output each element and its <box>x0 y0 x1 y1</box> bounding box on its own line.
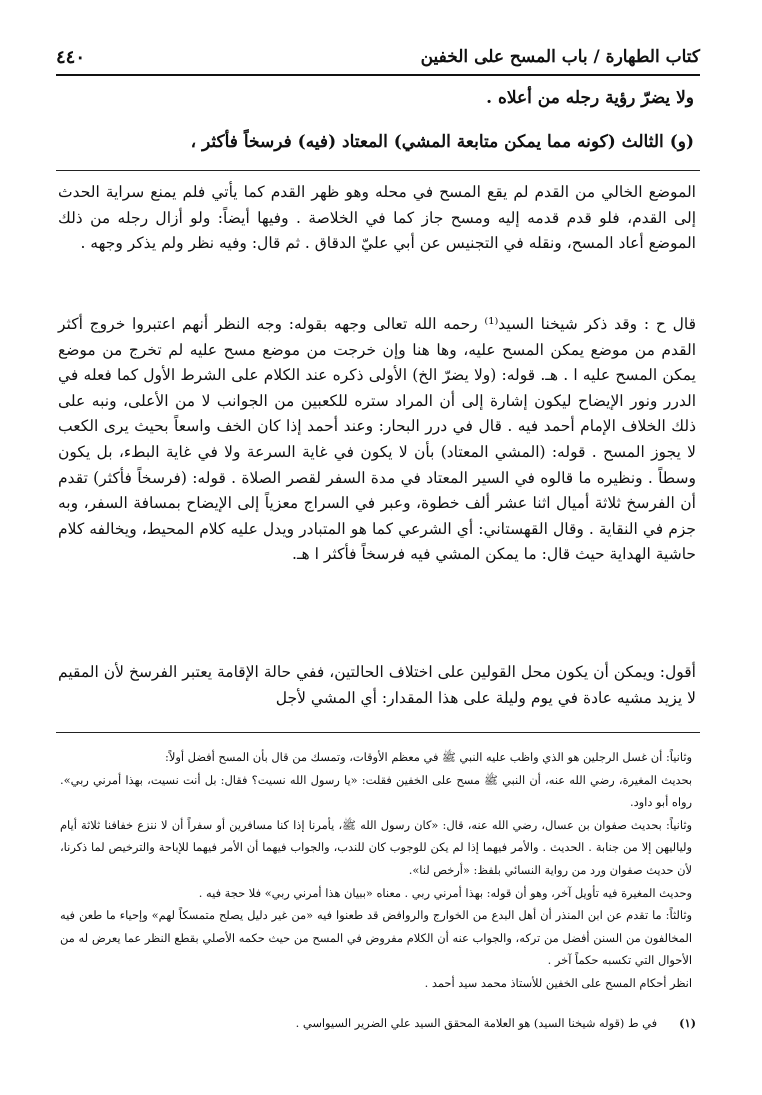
note-line: وثانياً: أن غسل الرجلين هو الذي واظب عليه النبي ﷺ في معظم الأوقات، وتمسك من قال بأن المسح أفضل أولاً: <box>165 750 692 764</box>
editor-notes <box>60 746 692 995</box>
footnote-separator <box>56 732 700 733</box>
matn-separator <box>56 170 700 171</box>
note-line: وثالثاً: ما تقدم عن ابن المنذر أن أهل البدع من الخوارج والروافض قد طعنوا فيه «من غير دليل يصلح متمسكاً لهم» وإحياء ما طعن فيه المخالفون من السنن أفضل من تركه، والجواب عنه أن الكلام مفروض في المسح من حيث حكمه الأصلي بقطع النظر عما يعرض له من الأحوال التي تكسبه حكماً آخر . <box>60 908 692 968</box>
note-line: وحديث المغيرة فيه تأويل آخر، وهو أن قوله: بهذا أمرني ربي . معناه «ببيان هذا أمرني ربي» فلا حجة فيه . <box>198 885 692 900</box>
commentary-paragraph-2: قال ح : وقد ذكر شيخنا السيد⁽¹⁾ رحمه الله تعالى وجهه بقوله: وجه النظر أنهم اعتبروا خروج أكثر القدم من موضع يمكن المسح عليه، وها هنا وإن خرجت من موضع مسح عليه لم تخرج من موضع يمكن المسح عليه ا . هـ. قوله: (ولا يضرّ الخ) الأولى ذكره عند الكلام على الشرط الأول كما فعله في الدرر ونور الإيضاح ليكون إشارة إلى أن المراد ستره للكعبين من الجوانب لا من الأعلى، ونبه على ذلك الخلاف الإمام أحمد فيه . قال في درر البحار: وعند أحمد إذا كان الخف واسعاً بحيث يرى الكعب لا يجوز المسح . قوله: (المشي المعتاد) بأن لا يكون في غاية السرعة ولا في غاية البطء، بل يكون وسطاً . ونظيره ما قالوه في السير المعتاد في مدة السفر لقصر الصلاة . قوله: (فرسخاً فأكثر) تقدم أن الفرسخ ثلاثة أميال اثنا عشر ألف خطوة، وعبر في السراج معزياً إلى الإيضاح بمسافة السفر، وبه جزم في النقاية . وقال القهستاني: أي الشرعي كما هو المتبادر ويدل عليه كلام المحيط، ويخالفه كلام حاشية الهداية حيث قال: ما يمكن المشي فيه فرسخاً فأكثر ا هـ. <box>58 315 696 564</box>
commentary-paragraph-3: أقول: ويمكن أن يكون محل القولين على اختلاف الحالتين، ففي حالة الإقامة يعتبر الفرسخ لأن المقيم لا يزيد مشيه عادة في يوم وليلة على هذا المقدار: أي المشي لأجل <box>58 663 696 707</box>
note-line: انظر أحكام المسح على الخفين للأستاذ محمد سيد أحمد . <box>424 975 692 990</box>
page-header <box>56 40 700 76</box>
note-line: وثانياً: بحديث صفوان بن عسال، رضي الله عنه، قال: «كان رسول الله ﷺ، يأمرنا إذا كنا مسافرين أو سفراً أن لا ننزع خفافنا ثلاثة أيام ولياليهن إلا من جنابة . الحديث . والأمر فيهما إذا لم يكن للوجوب كان للندب، والجواب فيهما أن الأمر فيهما للإباحة والترخيص لما ذكرنا، لأن حديث صفوان ورد من رواية النسائي بلفظ: «أرخص لنا». <box>60 817 692 877</box>
matn-line-2: (و) الثالث (كونه مما يمكن متابعة المشي) المعتاد (فيه) فرسخاً فأكثر ، <box>190 132 694 152</box>
page-number: ٤٤٠ <box>56 46 86 68</box>
footnote-text: في ط (قوله شيخنا السيد) هو العلامة المحقق السيد علي الضرير السيواسي . <box>295 1016 658 1030</box>
footnote-1 <box>60 1016 696 1030</box>
commentary-paragraph-1: الموضع الخالي من القدم لم يقع المسح في محله وهو ظهر القدم كما يأتي فلم يمنع سراية الحدث إلى القدم، فلو قدم قدمه إليه ومسح جاز كما في الخلاصة . وفيها أيضاً: ولو أزال رجله من ذلك الموضع أعاد المسح، ونقله في التجنيس عن أبي عليّ الدقاق . ثم قال: وفيه نظر ولم يذكر وجهه . <box>58 183 696 253</box>
running-title: كتاب الطهارة / باب المسح على الخفين <box>420 47 700 67</box>
footnote-marker: (١) <box>679 1016 696 1030</box>
matn-line-1: ولا يضرّ رؤية رجله من أعلاه . <box>486 88 694 108</box>
note-line: بحديث المغيرة، رضي الله عنه، أن النبي ﷺ مسح على الخفين فقلت: «يا رسول الله نسيت؟ فقال: بل أنت نسيت، بهذا أمرني ربي». رواه أبو داود. <box>60 772 692 810</box>
